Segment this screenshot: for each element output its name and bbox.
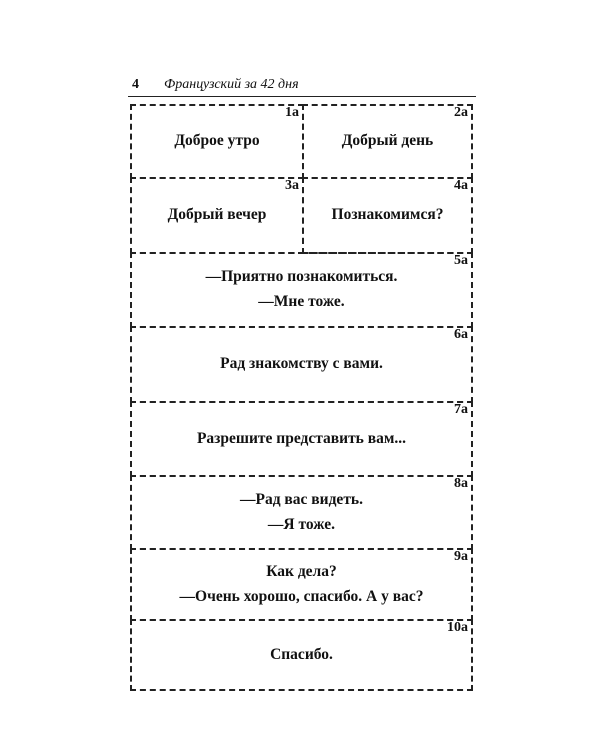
page-number: 4 bbox=[132, 77, 139, 92]
card-number: 5a bbox=[454, 253, 468, 268]
flashcard-8a bbox=[130, 475, 473, 550]
card-text: —Рад вас видеть. —Я тоже. bbox=[239, 490, 364, 533]
card-text: Спасибо. bbox=[270, 645, 333, 663]
card-number: 4a bbox=[454, 178, 468, 193]
book-title: Французский за 42 дня bbox=[164, 77, 299, 92]
card-text: —Приятно познакомиться. —Мне тоже. bbox=[205, 268, 398, 310]
card-text: Добрый вечер bbox=[167, 206, 267, 224]
card-number: 7a bbox=[454, 402, 468, 417]
card-number: 9a bbox=[454, 549, 468, 564]
card-text: Познакомимся? bbox=[331, 206, 444, 224]
card-number: 8a bbox=[454, 476, 468, 491]
card-text: Как дела? —Очень хорошо, спасибо. А у вас? bbox=[179, 562, 424, 605]
flashcard-grid bbox=[130, 104, 473, 691]
card-number: 3a bbox=[285, 178, 299, 193]
card-number: 6a bbox=[454, 327, 468, 342]
card-text: Добрый день bbox=[341, 132, 434, 150]
flashcard-7a bbox=[130, 401, 473, 477]
card-text: Рад знакомству с вами. bbox=[220, 355, 383, 373]
flashcard-5a bbox=[130, 252, 473, 328]
flashcard-6a bbox=[130, 326, 473, 403]
flashcard-2a bbox=[302, 104, 473, 179]
flashcard-4a bbox=[302, 177, 473, 254]
page-header bbox=[128, 76, 476, 97]
flashcard-10a bbox=[130, 619, 473, 691]
card-number: 10a bbox=[447, 620, 468, 635]
card-number: 2a bbox=[454, 105, 468, 120]
card-text: Разрешите представить вам... bbox=[196, 429, 407, 447]
card-text: Доброе утро bbox=[174, 132, 260, 150]
flashcard-9a bbox=[130, 548, 473, 621]
flashcard-3a bbox=[130, 177, 304, 254]
flashcard-1a bbox=[130, 104, 304, 179]
card-number: 1a bbox=[285, 105, 299, 120]
